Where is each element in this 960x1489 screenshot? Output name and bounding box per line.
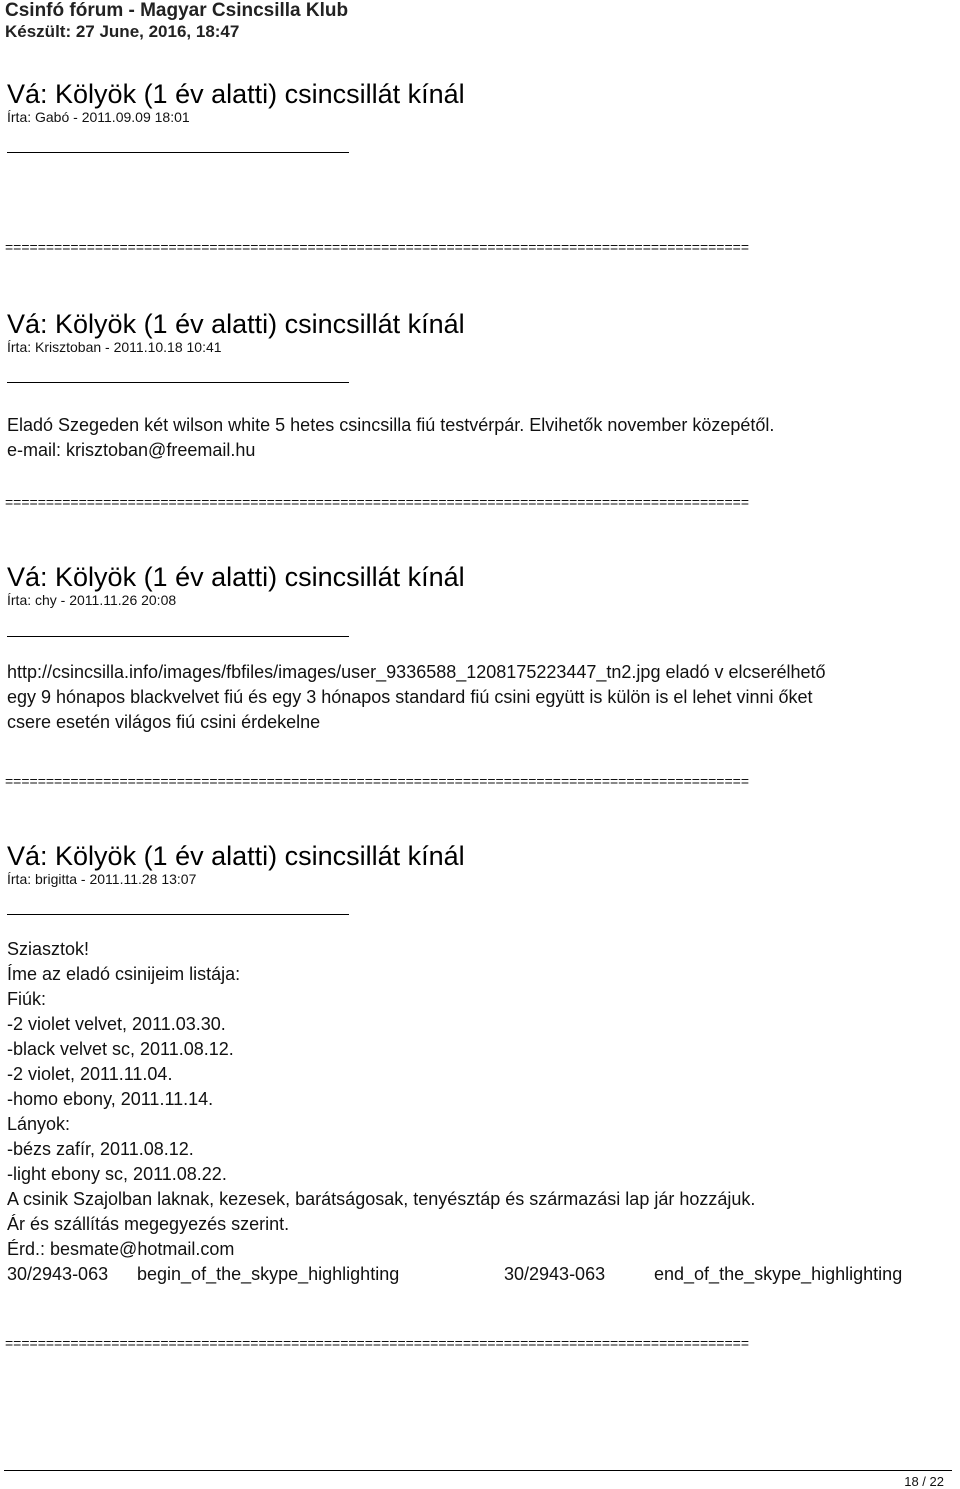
post-title: Vá: Kölyök (1 év alatti) csincsillát kínál: [7, 79, 465, 109]
post-body-line: Fiúk:: [7, 989, 47, 1009]
post-body-line: A csinik Szajolban laknak, kezesek, barátságosak, tenyésztáp és származási lap jár hozzájuk.: [7, 1189, 756, 1209]
post-meta: Írta: Gabó - 2011.09.09 18:01: [7, 109, 190, 125]
contact-email-line: Érd.: besmate@hotmail.com: [7, 1239, 235, 1259]
generated-timestamp: Készült: 27 June, 2016, 18:47: [5, 22, 240, 41]
footer-rule: [4, 1470, 952, 1471]
post-separator: ===========================================================================================: [5, 494, 749, 510]
forum-post: [7, 841, 947, 1287]
post-body-line: Sziasztok!: [7, 939, 90, 959]
post-body-line: http://csincsilla.info/images/fbfiles/images/user_9336588_1208175223447_tn2.jpg eladó v elcserélhető: [7, 662, 826, 682]
phone-number: 30/2943-063: [7, 1264, 109, 1284]
post-body-line: e-mail: krisztoban@freemail.hu: [7, 440, 256, 460]
post-body-line: Ár és szállítás megegyezés szerint.: [7, 1214, 290, 1234]
skype-highlight-line: [7, 1262, 947, 1287]
post-separator: ===========================================================================================: [5, 239, 749, 255]
skype-begin-marker: begin_of_the_skype_highlighting: [137, 1264, 400, 1284]
post-divider: [7, 636, 349, 637]
post-body-line: csere esetén világos fiú csini érdekelne: [7, 712, 321, 732]
document-header: [5, 0, 348, 43]
forum-post: [7, 309, 947, 463]
forum-post: [7, 562, 947, 735]
skype-end-marker: end_of_the_skype_highlighting: [654, 1264, 903, 1284]
post-body-line: -2 violet velvet, 2011.03.30.: [7, 1014, 226, 1034]
post-body-line: egy 9 hónapos blackvelvet fiú és egy 3 hónapos standard fiú csini együtt is külön is el lehet vinni őket: [7, 687, 813, 707]
post-title: Vá: Kölyök (1 év alatti) csincsillát kínál: [7, 309, 465, 339]
post-body: [7, 660, 947, 735]
post-body-line: -bézs zafír, 2011.08.12.: [7, 1139, 194, 1159]
post-separator: ===========================================================================================: [5, 1335, 749, 1351]
post-title: Vá: Kölyök (1 év alatti) csincsillát kínál: [7, 562, 465, 592]
post-meta: Írta: brigitta - 2011.11.28 13:07: [7, 871, 197, 887]
post-body-line: -black velvet sc, 2011.08.12.: [7, 1039, 234, 1059]
site-title: Csinfó fórum - Magyar Csincsilla Klub: [5, 0, 349, 21]
post-body-line: -2 violet, 2011.11.04.: [7, 1064, 173, 1084]
post-body-line: Lányok:: [7, 1114, 71, 1134]
post-divider: [7, 914, 349, 915]
post-body-line: Eladó Szegeden két wilson white 5 hetes csincsilla fiú testvérpár. Elvihetők november közepétől.: [7, 415, 775, 435]
post-separator: ===========================================================================================: [5, 773, 749, 789]
post-body-line: -light ebony sc, 2011.08.22.: [7, 1164, 227, 1184]
post-body: [7, 937, 947, 1287]
post-title: Vá: Kölyök (1 év alatti) csincsillát kínál: [7, 841, 465, 871]
post-body-line: Íme az eladó csinijeim listája:: [7, 964, 241, 984]
post-body-line: -homo ebony, 2011.11.14.: [7, 1089, 214, 1109]
post-body: [7, 413, 947, 463]
post-divider: [7, 382, 349, 383]
forum-post: [7, 79, 947, 153]
post-meta: Írta: Krisztoban - 2011.10.18 10:41: [7, 339, 222, 355]
phone-number: 30/2943-063: [504, 1264, 606, 1284]
post-divider: [7, 152, 349, 153]
page-number: 18 / 22: [904, 1474, 944, 1489]
post-meta: Írta: chy - 2011.11.26 20:08: [7, 592, 177, 608]
